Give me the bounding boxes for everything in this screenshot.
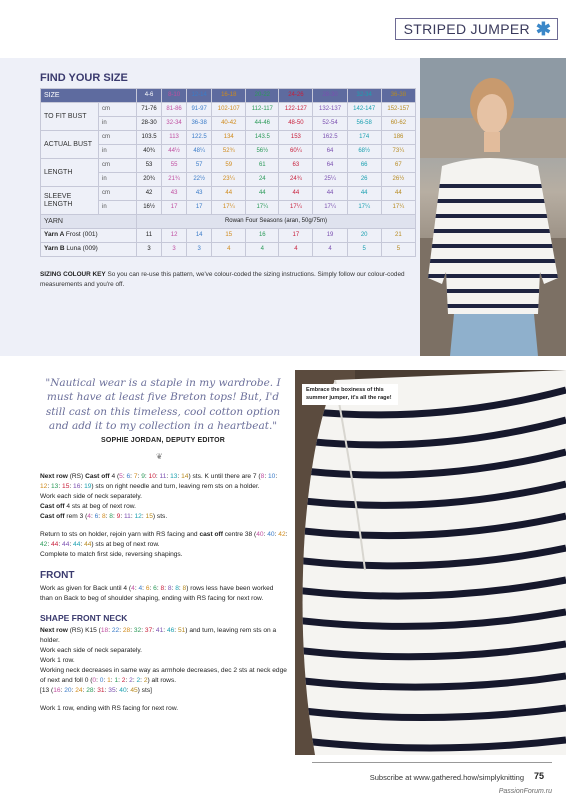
yarn-amount-cell: 4	[313, 243, 347, 257]
value-cell: 44	[313, 187, 347, 201]
size-header-cell: 28-30	[313, 89, 347, 103]
size-label: SIZE	[41, 89, 137, 103]
value-cell: 60¼	[279, 145, 313, 159]
value-cell: 17¼	[212, 201, 246, 215]
value-cell: 17¼	[246, 201, 279, 215]
model-photo	[420, 58, 566, 356]
unit-label: in	[99, 145, 137, 159]
value-cell: 57	[187, 159, 212, 173]
value-cell: 22½	[187, 173, 212, 187]
instruction-p3: Work as given for Back until 4 (4: 4: 6: 6: 8: 8: 8: 8) rows less have been worked than on Back to beg of shoulder shaping, ending with RS facing for next row.	[40, 585, 274, 603]
yarn-amount-cell: 12	[162, 229, 187, 243]
value-cell: 122.5	[187, 131, 212, 145]
pull-quote: "Nautical wear is a staple in my wardrobe. I must have at least five Breton tops! But, I'd still cast on this timeless, cool cotton option and add it to my collection in a heartbeat."	[45, 377, 281, 432]
yarn-name: Yarn A Frost (001)	[41, 229, 137, 243]
yarn-description: Rowan Four Seasons (aran, 50g/75m)	[137, 215, 416, 229]
value-cell: 56½	[246, 145, 279, 159]
value-cell: 44	[212, 187, 246, 201]
model-photo-art	[420, 58, 566, 356]
size-header-cell: 4-6	[137, 89, 162, 103]
page-footer	[0, 762, 566, 800]
table-row	[41, 159, 416, 173]
value-cell: 52¾	[212, 145, 246, 159]
value-cell: 71-76	[137, 103, 162, 117]
value-cell: 17¼	[279, 201, 313, 215]
value-cell: 28-30	[137, 117, 162, 131]
value-cell: 17	[162, 201, 187, 215]
value-cell: 20¾	[137, 173, 162, 187]
size-header-cell: 32-34	[347, 89, 381, 103]
table-row	[41, 103, 416, 117]
yarn-amount-cell: 20	[347, 229, 381, 243]
unit-label: cm	[99, 187, 137, 201]
yarn-row	[41, 215, 416, 229]
value-cell: 23¼	[212, 173, 246, 187]
value-cell: 26½	[381, 173, 415, 187]
value-cell: 162.5	[313, 131, 347, 145]
yarn-amount-cell: 17	[279, 229, 313, 243]
value-cell: 48¼	[187, 145, 212, 159]
quote-author: SOPHIE JORDAN, DEPUTY EDITOR	[101, 437, 225, 444]
instruction-p4: Next row (RS) K15 (18: 22: 28: 32: 37: 41: 46: 51) and turn, leaving rem sts on a holder.	[40, 627, 277, 645]
value-cell: 64	[313, 145, 347, 159]
value-cell: 64	[313, 159, 347, 173]
value-cell: 186	[381, 131, 415, 145]
value-cell: 102-107	[212, 103, 246, 117]
yarn-amount-cell: 3	[162, 243, 187, 257]
subscribe-link[interactable]: Subscribe at www.gathered.how/simplyknitting	[369, 773, 524, 782]
value-cell: 153	[279, 131, 313, 145]
yarn-amount-cell: 19	[313, 229, 347, 243]
unit-label: cm	[99, 103, 137, 117]
table-row	[41, 131, 416, 145]
value-cell: 44	[347, 187, 381, 201]
instruction-p1d: Cast off rem 3 (4: 6: 8: 8: 9: 11: 12: 15) sts.	[40, 513, 168, 521]
value-cell: 24¾	[279, 173, 313, 187]
row-label: SLEEVE LENGTH	[41, 187, 99, 215]
yarn-amount-cell: 4	[212, 243, 246, 257]
value-cell: 44-46	[246, 117, 279, 131]
instruction-p1b: Work each side of neck separately.	[40, 493, 143, 501]
front-heading: FRONT	[40, 570, 75, 582]
yarn-amount-cell: 3	[187, 243, 212, 257]
unit-label: cm	[99, 159, 137, 173]
value-cell: 36-38	[187, 117, 212, 131]
value-cell: 43	[187, 187, 212, 201]
value-cell: 44	[279, 187, 313, 201]
value-cell: 103.5	[137, 131, 162, 145]
pattern-instructions	[40, 472, 288, 714]
instruction-p4b: Work each side of neck separately.	[40, 647, 143, 655]
value-cell: 52-54	[313, 117, 347, 131]
value-cell: 21¾	[162, 173, 187, 187]
value-cell: 66	[347, 159, 381, 173]
value-cell: 174	[347, 131, 381, 145]
table-row	[41, 187, 416, 201]
instruction-p1: Next row (RS) Cast off 4 (5: 6: 7: 9: 10: 11: 13: 14) sts. K until there are 7 (8: 10: 12: 13: 15: 16: 19) sts on right needle and turn, leaving rem sts on a holder.	[40, 473, 278, 491]
value-cell: 67	[381, 159, 415, 173]
value-cell: 143.5	[246, 131, 279, 145]
watermark: PassionForum.ru	[498, 788, 552, 795]
value-cell: 73¼	[381, 145, 415, 159]
size-table-heading: FIND YOUR SIZE	[40, 72, 128, 84]
yarn-amount-cell: 4	[279, 243, 313, 257]
value-cell: 56-58	[347, 117, 381, 131]
unit-label: in	[99, 173, 137, 187]
value-cell: 113	[162, 131, 187, 145]
value-cell: 44½	[162, 145, 187, 159]
footer-rule	[312, 762, 552, 763]
value-cell: 68½	[347, 145, 381, 159]
value-cell: 17	[187, 201, 212, 215]
row-label: TO FIT BUST	[41, 103, 99, 131]
value-cell: 63	[279, 159, 313, 173]
value-cell: 17¼	[313, 201, 347, 215]
value-cell: 112-117	[246, 103, 279, 117]
instruction-p2b: Complete to match first side, reversing shapings.	[40, 551, 183, 559]
yarn-amount-cell: 21	[381, 229, 415, 243]
size-header-cell: 16-18	[212, 89, 246, 103]
value-cell: 17¼	[347, 201, 381, 215]
value-cell: 55	[162, 159, 187, 173]
value-cell: 24	[246, 173, 279, 187]
photo-caption: Embrace the boxiness of this summer jumper, it's all the rage!	[302, 384, 398, 405]
value-cell: 122-127	[279, 103, 313, 117]
yarn-name: Yarn B Luna (009)	[41, 243, 137, 257]
value-cell: 43	[162, 187, 187, 201]
value-cell: 16½	[137, 201, 162, 215]
row-label: ACTUAL BUST	[41, 131, 99, 159]
value-cell: 81-86	[162, 103, 187, 117]
jumper-closeup-photo	[295, 370, 566, 755]
size-header-cell: 12-14	[187, 89, 212, 103]
value-cell: 26	[347, 173, 381, 187]
size-header-row	[41, 89, 416, 103]
value-cell: 44	[381, 187, 415, 201]
yarn-amount-cell: 3	[137, 243, 162, 257]
instruction-p6: Work 1 row, ending with RS facing for next row.	[40, 705, 179, 713]
value-cell: 44	[246, 187, 279, 201]
yarn-amount-cell: 15	[212, 229, 246, 243]
value-cell: 40-42	[212, 117, 246, 131]
value-cell: 59	[212, 159, 246, 173]
value-cell: 142-147	[347, 103, 381, 117]
yarn-amount-cell: 5	[381, 243, 415, 257]
unit-label: in	[99, 201, 137, 215]
section-title: STRIPED JUMPER	[403, 21, 530, 37]
value-cell: 40¾	[137, 145, 162, 159]
size-header-cell: 24-26	[279, 89, 313, 103]
jumper-closeup-art	[295, 370, 566, 755]
yarn-amount-cell: 14	[187, 229, 212, 243]
instruction-p4c: Work 1 row.	[40, 657, 75, 665]
size-table	[40, 88, 416, 257]
size-header-cell: 36-38	[381, 89, 415, 103]
yarn-label: YARN	[41, 215, 137, 229]
colour-key-title: SIZING COLOUR KEY	[40, 271, 106, 278]
value-cell: 134	[212, 131, 246, 145]
value-cell: 61	[246, 159, 279, 173]
value-cell: 132-137	[313, 103, 347, 117]
yarn-amount-cell: 16	[246, 229, 279, 243]
unit-label: in	[99, 117, 137, 131]
instruction-p5b: [13 (16: 20: 24: 28: 31: 35: 40: 45) sts]	[40, 687, 152, 695]
value-cell: 53	[137, 159, 162, 173]
yarn-amount-cell: 5	[347, 243, 381, 257]
unit-label: cm	[99, 131, 137, 145]
value-cell: 91-97	[187, 103, 212, 117]
instruction-p2: Return to sts on holder, rejoin yarn with RS facing and cast off centre 38 (40: 40: 42: 42: 44: 44: 44: 44) sts at beg of next row.	[40, 531, 288, 549]
value-cell: 152-157	[381, 103, 415, 117]
flourish-icon: ❦	[156, 452, 163, 461]
shape-front-neck-heading: SHAPE FRONT NECK	[40, 613, 128, 624]
yarn-amount-row	[41, 243, 416, 257]
page-number: 75	[533, 771, 544, 781]
row-label: LENGTH	[41, 159, 99, 187]
colour-key	[40, 270, 416, 289]
instruction-p1c: Cast off 4 sts at beg of next row.	[40, 503, 137, 511]
value-cell: 32-34	[162, 117, 187, 131]
value-cell: 25¼	[313, 173, 347, 187]
colour-key-text: So you can re-use this pattern, we've colour-coded the sizing instructions. Simply follow our colour-coded measurements and you're off.	[40, 271, 405, 288]
asterisk-icon: ✱	[535, 19, 551, 39]
instruction-p5: Working neck decreases in same way as armhole decreases, dec 2 sts at neck edge of next and foll 0 (0: 0: 1: 1: 2: 2: 2: 2) alt rows.	[40, 667, 287, 685]
value-cell: 60-62	[381, 117, 415, 131]
value-cell: 42	[137, 187, 162, 201]
yarn-amount-row	[41, 229, 416, 243]
value-cell: 17¼	[381, 201, 415, 215]
yarn-amount-cell: 11	[137, 229, 162, 243]
value-cell: 48-50	[279, 117, 313, 131]
yarn-amount-cell: 4	[246, 243, 279, 257]
size-header-cell: 20-22	[246, 89, 279, 103]
size-header-cell: 8-10	[162, 89, 187, 103]
section-tab	[395, 18, 558, 40]
